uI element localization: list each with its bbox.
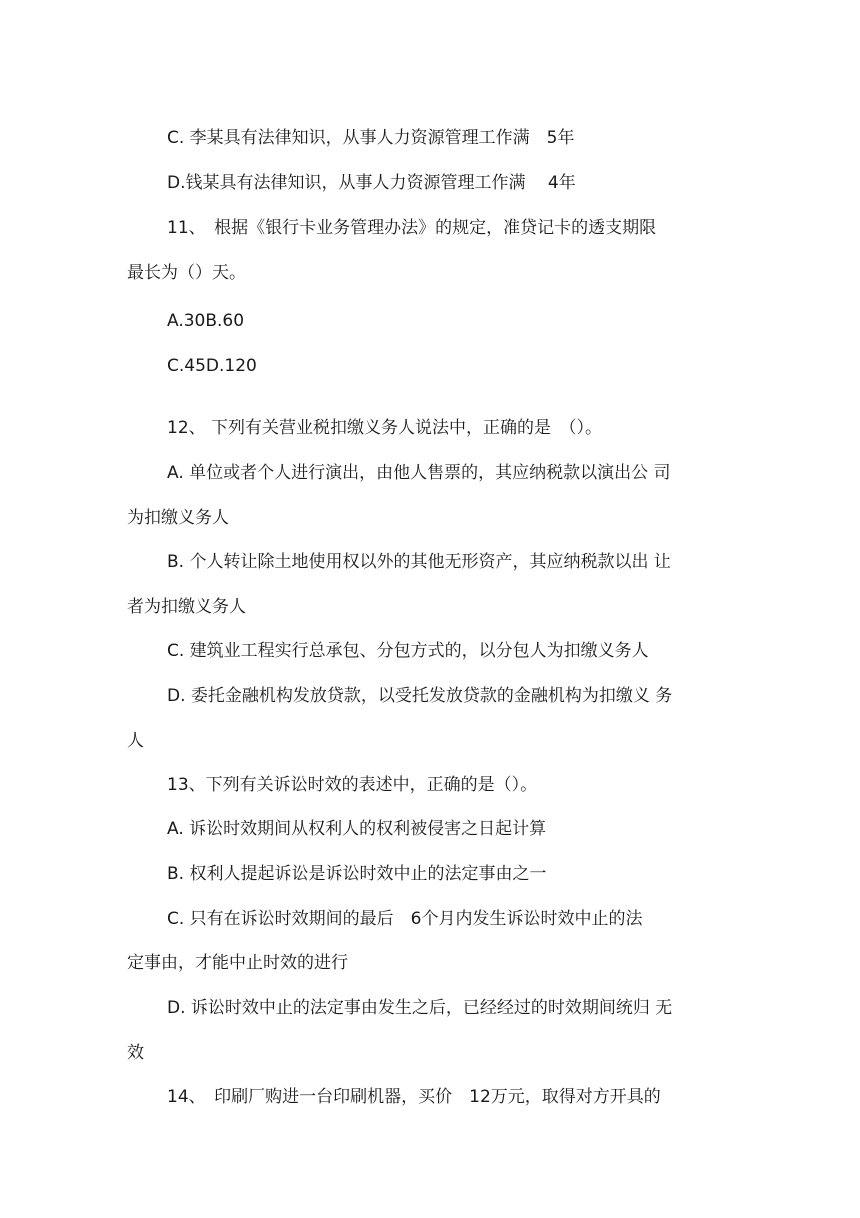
option-13c-cont: 定事由，才能中止时效的进行: [127, 953, 348, 973]
option-11ab: A.30B.60: [167, 311, 245, 331]
question-14-stem: 14、 印刷厂购进一台印刷机器，买价 12万元，取得对方开具的: [167, 1087, 661, 1107]
option-10c: C. 李某具有法律知识，从事人力资源管理工作满 5年: [167, 128, 575, 148]
question-12-stem: 12、 下列有关营业税扣缴义务人说法中，正确的是 （）。: [167, 418, 603, 438]
question-11-stem-cont: 最长为（）天。: [127, 263, 246, 283]
option-13d-cont: 效: [127, 1043, 144, 1063]
option-12b: B. 个人转让除土地使用权以外的其他无形资产，其应纳税款以出 让: [167, 552, 671, 572]
option-10d: D.钱某具有法律知识，从事人力资源管理工作满 4年: [167, 173, 576, 193]
option-13d: D. 诉讼时效中止的法定事由发生之后，已经经过的时效期间统归 无: [167, 998, 673, 1018]
question-13-stem: 13、下列有关诉讼时效的表述中，正确的是（）。: [167, 775, 538, 795]
option-12b-cont: 者为扣缴义务人: [127, 597, 246, 617]
option-13c: C. 只有在诉讼时效期间的最后 6个月内发生诉讼时效中止的法: [167, 909, 643, 929]
option-12a: A. 单位或者个人进行演出，由他人售票的，其应纳税款以演出公 司: [167, 463, 671, 483]
option-12d-cont: 人: [127, 731, 144, 751]
option-12d: D. 委托金融机构发放贷款，以受托发放贷款的金融机构为扣缴义 务: [167, 686, 673, 706]
option-13a: A. 诉讼时效期间从权利人的权利被侵害之日起计算: [167, 819, 547, 839]
option-12c: C. 建筑业工程实行总承包、分包方式的，以分包人为扣缴义务人: [167, 641, 649, 661]
question-11-stem: 11、 根据《银行卡业务管理办法》的规定，准贷记卡的透支期限: [167, 218, 657, 238]
option-11cd: C.45D.120: [167, 356, 257, 376]
option-13b: B. 权利人提起诉讼是诉讼时效中止的法定事由之一: [167, 864, 547, 884]
option-12a-cont: 为扣缴义务人: [127, 508, 229, 528]
